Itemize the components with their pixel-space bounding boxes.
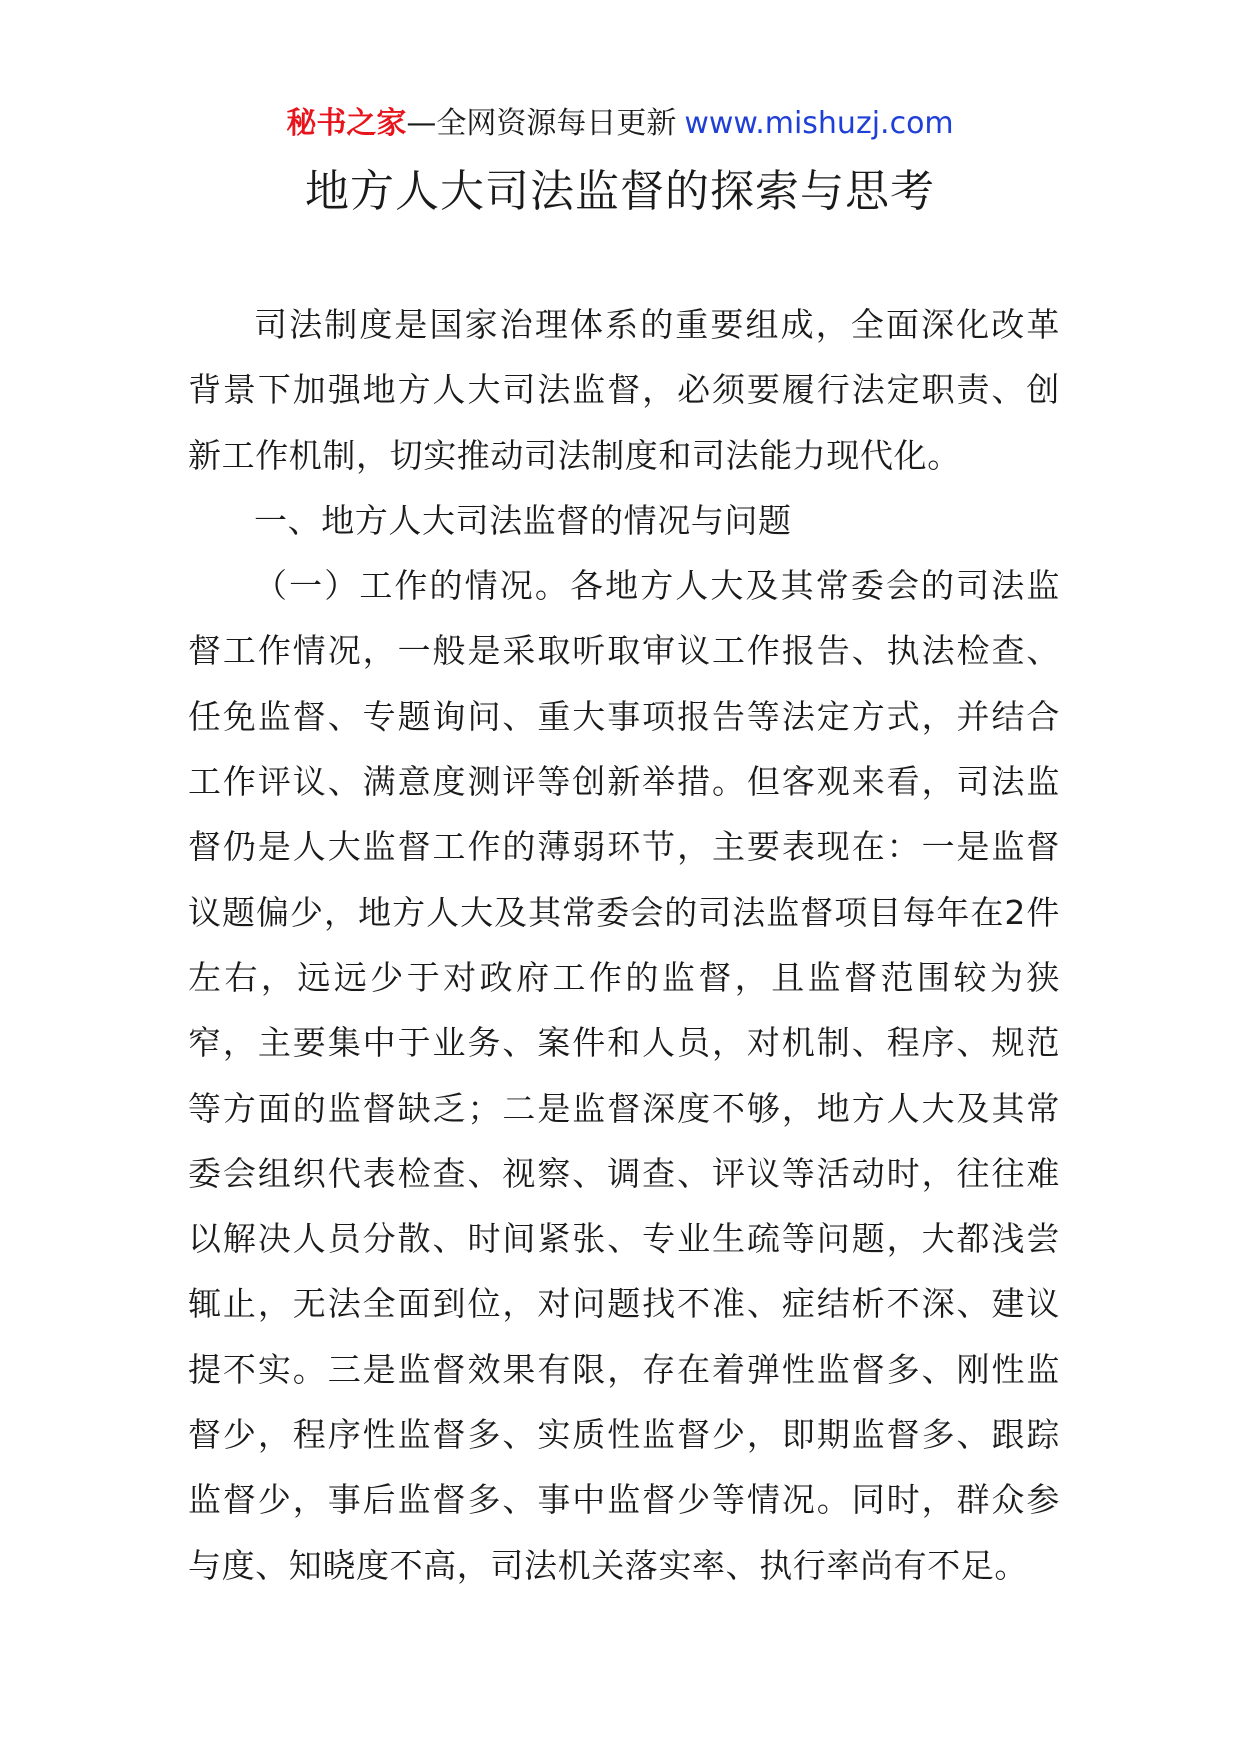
brand-name: 秘书之家 — [286, 106, 407, 141]
site-banner — [0, 104, 1240, 144]
banner-tagline: —全网资源每日更新 — [406, 106, 677, 141]
document-body — [188, 292, 1060, 1598]
paragraph-intro: 司法制度是国家治理体系的重要组成，全面深化改革背景下加强地方人大司法监督，必须要履行法定职责、创新工作机制，切实推动司法制度和司法能力现代化。 — [188, 305, 1060, 475]
document-title: 地方人大司法监督的探索与思考 — [305, 166, 935, 217]
site-url-link[interactable]: www.mishuzj.com — [684, 106, 954, 141]
section-heading: 一、地方人大司法监督的情况与问题 — [254, 500, 792, 540]
paragraph-work-situation: （一）工作的情况。各地方人大及其常委会的司法监督工作情况，一般是采取听取审议工作报告、执法检查、任免监督、专题询问、重大事项报告等法定方式，并结合工作评议、满意度测评等创新举措。但客观来看，司法监督仍是人大监督工作的薄弱环节，主要表现在：一是监督议题偏少，地方人大及其常委会的司法监督项目每年在2件左右，远远少于对政府工作的监督，且监督范围较为狭窄，主要集中于业务、案件和人员，对机制、程序、规范等方面的监督缺乏；二是监督深度不够，地方人大及其常委会组织代表检查、视察、调查、评议等活动时，往往难以解决人员分散、时间紧张、专业生疏等问题，大都浅尝辄止，无法全面到位，对问题找不准、症结析不深、建议提不实。三是监督效果有限，存在着弹性监督多、刚性监督少，程序性监督多、实质性监督少，即期监督多、跟踪监督少，事后监督多、事中监督少等情况。同时，群众参与度、知晓度不高，司法机关落实率、执行率尚有不足。 — [188, 566, 1060, 1585]
